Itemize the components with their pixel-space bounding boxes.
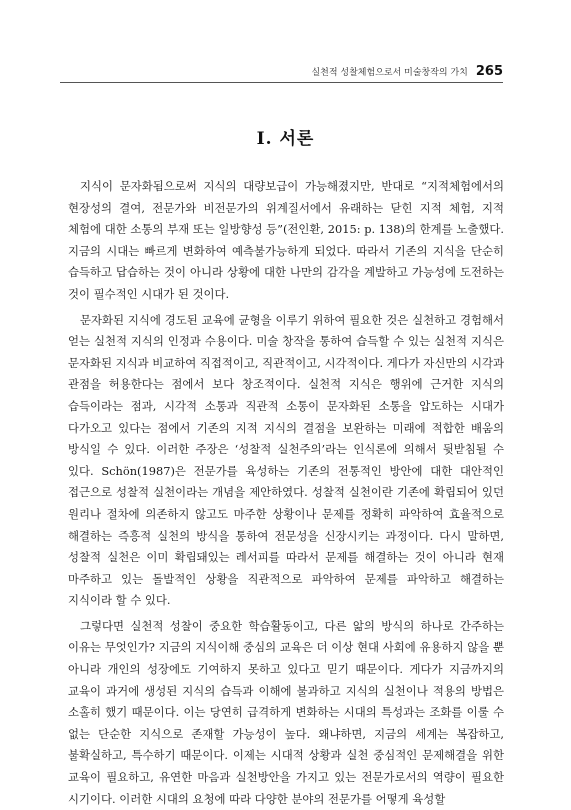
paragraph: 문자화된 지식에 경도된 교육에 균형을 이루기 위하여 필요한 것은 실천하고 경험해서 얻는 실천적 지식의 인정과 수용이다. 미술 창작을 통하여 습득할 수 있는 실천적 지식은 문자화된 지식과 비교하여 직접적이고, 직관적이고, 시각적이다. 게다가 자신만의 시각과 관점을 허용한다는 점에서 보다 창조적이다. 실천적 지식은 행위에 근거한 지식의 습득이라는 점과, 시각적 소통과 직관적 소통이 문자화된 소통을 압도하는 시대가 다가오고 있다는 점에서 기존의 지적 지식의 결점을 보완하는 미래에 적합한 배움의 방식일 수 있다. 이러한 주장은 ‘성찰적 실천주의’라는 인식론에 의해서 뒷받침될 수 있다. Schön(1987)은 전문가를 육성하는 기존의 전통적인 방안에 대한 대안적인 접근으로 성찰적 실천이라는 개념을 제안하였다. 성찰적 실천이란 기존에 확립되어 있던 원리나 절차에 의존하지 않고도 마주한 상황이나 문제를 정확히 파악하여 효율적으로 해결하는 즉흥적 실천의 방식을 통하여 전문성을 신장시키는 과정이다. 다시 말하면, 성찰적 실천은 이미 확립돼있는 레서피를 따라서 문제를 해결하는 것이 아니라 현재 마주하고 있는 돌발적인 상황을 직관적으로 파악하여 문제를 파악하고 해결하는 지식이라 할 수 있다.	[68, 312, 504, 608]
running-header	[60, 64, 503, 79]
header-rule	[60, 82, 503, 83]
running-title: 실천적 성찰체험으로서 미술창작의 가치	[311, 68, 468, 78]
page-number: 265	[475, 64, 503, 79]
paragraph: 지식이 문자화됨으로써 지식의 대량보급이 가능해졌지만, 반대로 “지적체험에서의 현장성의 결여, 전문가와 비전문가의 위계질서에서 유래하는 닫힌 지적 체험, 지적 체험에 대한 소통의 부재 또는 일방향성 등”(전인환, 2015: p. 138)의 한계를 노출했다. 지금의 시대는 빠르게 변화하여 예측불가능하게 되었다. 따라서 기존의 지식을 단순히 습득하고 답습하는 것이 아니라 상황에 대한 나만의 감각을 계발하고 가능성에 도전하는 것이 필수적인 시대가 된 것이다.	[68, 179, 504, 301]
paragraph: 그렇다면 실천적 성찰이 중요한 학습활동이고, 다른 앎의 방식의 하나로 간주하는 이유는 무엇인가? 지금의 지식이해 중심의 교육은 더 이상 현대 사회에 유용하지 않을 뿐 아니라 개인의 성장에도 기여하지 못하고 있다고 믿기 때문이다. 게다가 지금까지의 교육이 과거에 생성된 지식의 습득과 이해에 불과하고 지식의 실천이나 적용의 방법은 소홀히 했기 때문이다. 이는 당연히 급격하게 변화하는 시대의 특성과는 조화를 이룰 수 없는 단순한 지식으로 존재할 가능성이 높다. 왜냐하면, 지금의 세계는 복잡하고, 불확실하고, 특수하기 때문이다. 이제는 시대적 상황과 실천 중심적인 문제해결을 위한 교육이 필요하고, 유연한 마음과 실천방안을 가지고 있는 전문가로서의 역량이 필요한 시기이다. 이러한 시대의 요청에 따라 다양한 분야의 전문가를 어떻게 육성할	[68, 618, 504, 806]
body-text	[68, 176, 504, 810]
section-title: Ⅰ. 서론	[256, 129, 315, 149]
